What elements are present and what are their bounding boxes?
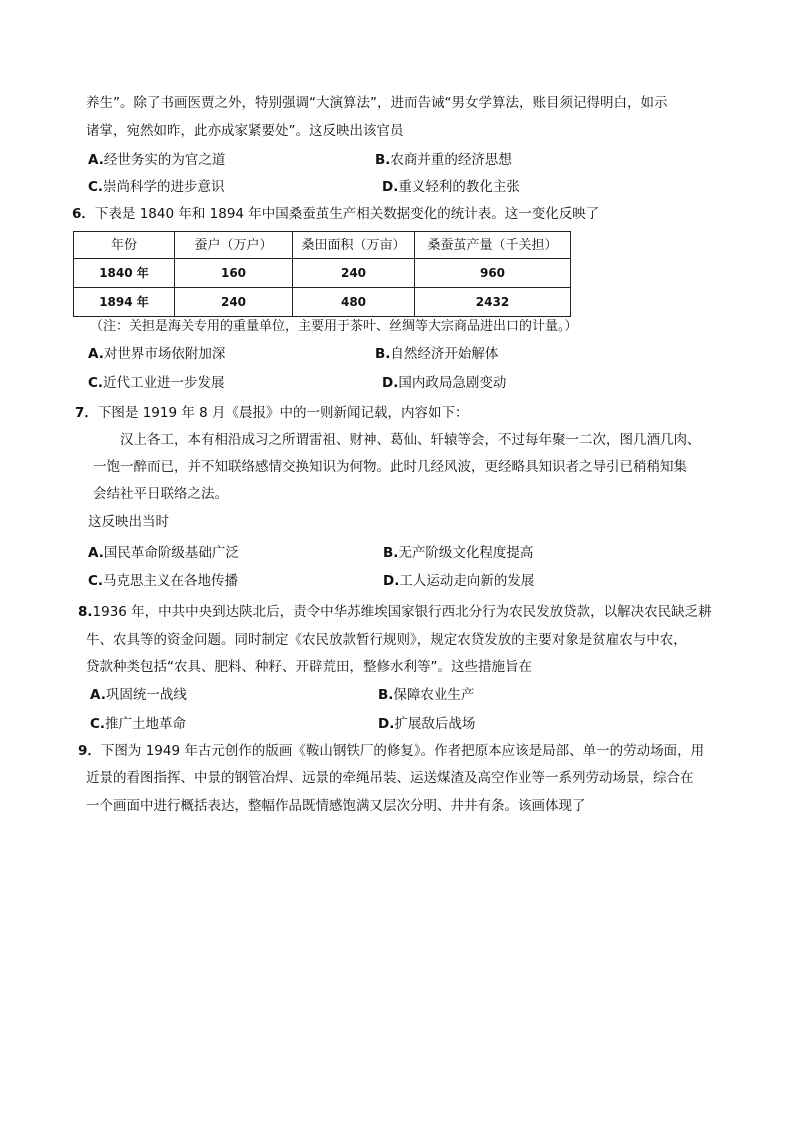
- option-text: 工人运动走向新的发展: [399, 573, 535, 589]
- table-cell: 480: [293, 288, 415, 317]
- table-cell: 2432: [415, 288, 571, 317]
- option-key: B.: [375, 346, 391, 362]
- option-text: 推广土地革命: [105, 716, 187, 732]
- option-text: 崇尚科学的进步意识: [103, 179, 225, 195]
- table-header-row: [74, 232, 571, 259]
- option-key: C.: [88, 573, 104, 589]
- q7-option-c[interactable]: [88, 575, 238, 589]
- q8-option-d[interactable]: [378, 718, 475, 732]
- table-cell: 1894 年: [74, 288, 175, 317]
- table-header-cell: 桑蚕茧产量（千关担）: [415, 232, 571, 259]
- q5-option-b[interactable]: [375, 154, 512, 168]
- option-key: B.: [378, 687, 394, 703]
- question-number: 9．: [78, 743, 101, 759]
- option-text: 无产阶级文化程度提高: [398, 545, 534, 561]
- option-text: 农商并重的经济思想: [390, 152, 512, 168]
- q6-stem: [72, 208, 599, 222]
- table-cell: 160: [175, 259, 293, 288]
- q5-option-a[interactable]: [88, 154, 225, 168]
- table-cell: 240: [293, 259, 415, 288]
- option-key: C.: [90, 716, 106, 732]
- q6-option-b[interactable]: [375, 348, 498, 362]
- q8-stem-line-2: 牛、农具等的资金问题。同时制定《农民放款暂行规则》，规定农贷发放的主要对象是贫雇农与中农，: [86, 632, 687, 648]
- option-key: C.: [88, 375, 104, 391]
- q7-quote-line-2: 一饱一醉而已，并不知联络感情交换知识为何物。此时几经风波，更经略具知识者之导引已稍稍知集: [93, 459, 687, 475]
- option-key: A.: [88, 545, 104, 561]
- option-text: 国民革命阶级基础广泛: [103, 545, 239, 561]
- table-cell: 960: [415, 259, 571, 288]
- q5-stem-line-2: 诸掌，宛然如昨，此亦成家紧要处”。这反映出该官员: [86, 123, 404, 139]
- option-text: 巩固统一战线: [105, 687, 187, 703]
- option-text: 对世界市场依附加深: [103, 346, 226, 362]
- q8-option-b[interactable]: [378, 689, 474, 703]
- option-key: A.: [88, 152, 104, 168]
- q7-option-b[interactable]: [383, 547, 533, 561]
- option-text: 国内政局急剧变动: [398, 375, 507, 391]
- q7-stem: [75, 407, 469, 421]
- option-text: 经世务实的为官之道: [103, 152, 226, 168]
- q6-option-a[interactable]: [88, 348, 225, 362]
- option-key: D.: [382, 375, 399, 391]
- q9-stem-line-2: 近景的看图指挥、中景的钢管冶焊、远景的牵绳吊装、运送煤渣及高空作业等一系列劳动场景，综合在: [86, 770, 694, 786]
- option-key: C.: [88, 179, 104, 195]
- q9-stem-line-1: [78, 745, 704, 759]
- option-text: 扩展敌后战场: [394, 716, 476, 732]
- option-text: 保障农业生产: [393, 687, 475, 703]
- table-row: [74, 259, 571, 288]
- option-text: 马克思主义在各地传播: [103, 573, 239, 589]
- q7-quote-line-3: 会结社平日联络之法。: [93, 486, 228, 502]
- option-key: B.: [375, 152, 391, 168]
- question-number: 8.: [78, 604, 93, 620]
- q7-option-d[interactable]: [383, 575, 534, 589]
- q6-option-c[interactable]: [88, 377, 225, 391]
- table-header-cell: 年份: [74, 232, 175, 259]
- table-cell: 1840 年: [74, 259, 175, 288]
- q6-table-note: （注：关担是海关专用的重量单位，主要用于茶叶、丝绸等大宗商品进出口的计量。）: [90, 319, 578, 334]
- q6-option-d[interactable]: [382, 377, 506, 391]
- q8-stem-line-1: [78, 606, 712, 620]
- option-key: D.: [382, 179, 399, 195]
- q9-stem-line-3: 一个画面中进行概括表达，整幅作品既情感饱满又层次分明、井井有条。该画体现了: [86, 798, 586, 814]
- q8-option-a[interactable]: [90, 689, 187, 703]
- q7-quote-line-1: 汉上各工，本有相沿成习之所谓雷祖、财神、葛仙、轩辕等会，不过每年聚一二次，图几酒几肉、: [120, 432, 701, 448]
- question-text: 下图是 1919 年 8 月《晨报》中的一则新闻记载，内容如下：: [97, 405, 469, 421]
- q8-stem-line-3: 贷款种类包括“农具、肥料、种籽、开辟荒田，整修水利等”。这些措施旨在: [86, 659, 532, 675]
- q7-stem-tail: 这反映出当时: [88, 514, 169, 530]
- q6-data-table: [73, 231, 571, 317]
- option-text: 近代工业进一步发展: [103, 375, 225, 391]
- question-text: 下图为 1949 年古元创作的版画《鞍山钢铁厂的修复》。作者把原本应该是局部、单一的劳动场面，用: [100, 743, 705, 759]
- option-key: D.: [378, 716, 395, 732]
- table-header-cell: 桑田面积（万亩）: [293, 232, 415, 259]
- question-number: 7．: [75, 405, 98, 421]
- option-key: D.: [383, 573, 400, 589]
- question-text: 1936 年，中共中央到达陕北后，责令中华苏维埃国家银行西北分行为农民发放贷款，以解决农民缺乏耕: [92, 604, 712, 620]
- table-header-cell: 蚕户（万户）: [175, 232, 293, 259]
- option-key: A.: [90, 687, 106, 703]
- option-key: A.: [88, 346, 104, 362]
- question-number: 6．: [72, 206, 95, 222]
- option-key: B.: [383, 545, 399, 561]
- option-text: 重义轻利的教化主张: [398, 179, 520, 195]
- question-text: 下表是 1840 年和 1894 年中国桑蚕茧生产相关数据变化的统计表。这一变化反映了: [94, 206, 600, 222]
- table-row: [74, 288, 571, 317]
- q8-option-c[interactable]: [90, 718, 186, 732]
- q5-option-d[interactable]: [382, 181, 520, 195]
- q5-option-c[interactable]: [88, 181, 225, 195]
- q7-option-a[interactable]: [88, 547, 239, 561]
- option-text: 自然经济开始解体: [390, 346, 499, 362]
- q5-stem-line-1: 养生”。除了书画医贾之外，特别强调“大演算法”，进而告诫“男女学算法，账目须记得明白，如示: [86, 95, 668, 111]
- table-cell: 240: [175, 288, 293, 317]
